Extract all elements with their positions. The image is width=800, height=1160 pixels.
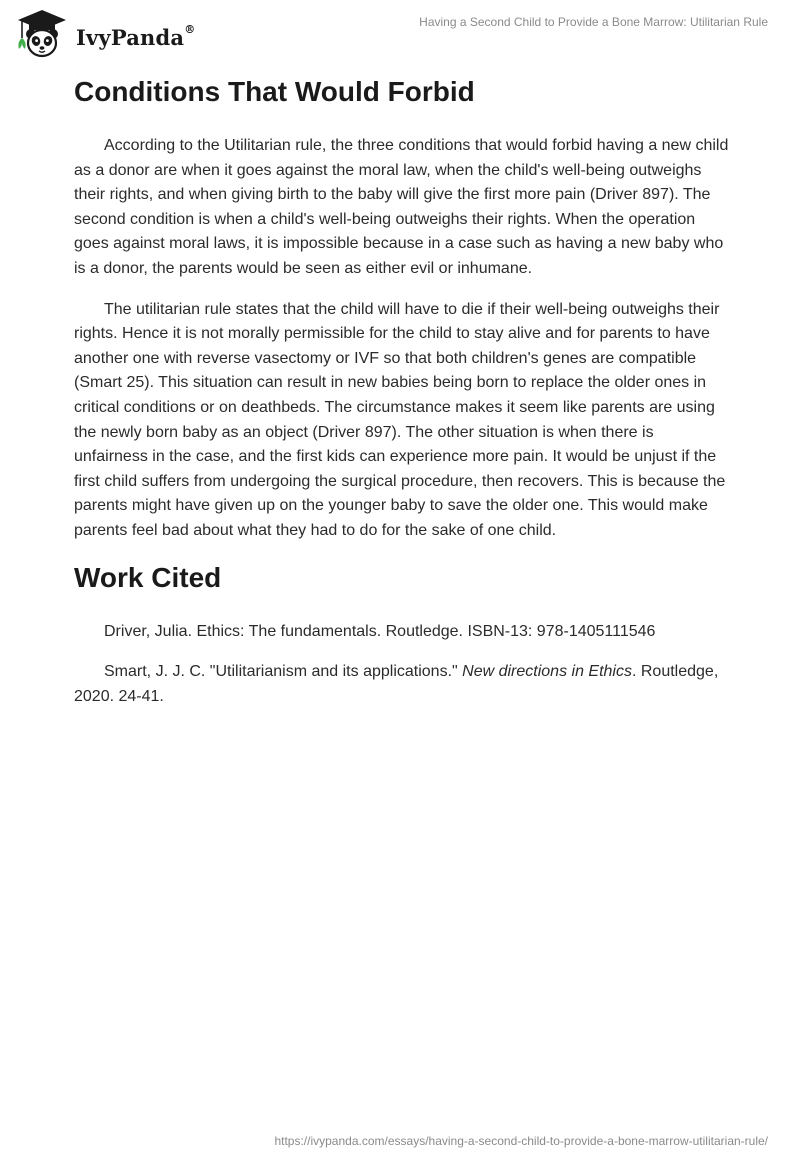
- citation-smart-tail: . Routledge, 2020. 24-41.: [74, 663, 719, 705]
- paragraph: According to the Utilitarian rule, the three conditions that would forbid having a new child as a donor are when it goes against the moral law, when the child's well-being outweighs their rights, and when giving birth to the baby will give the first more pain (Driver 897). The second condition is when a child's well-being outweighs their rights. When the operation goes against moral laws, it is impossible because in a case such as having a new baby who is a donor, the parents would be seen as either evil or inhumane.: [74, 137, 729, 277]
- brand-logo[interactable]: [14, 8, 195, 60]
- panda-graduation-cap-icon: [14, 8, 70, 60]
- essay-content: [74, 72, 730, 709]
- running-title: Having a Second Child to Provide a Bone Marrow: Utilitarian Rule: [419, 15, 768, 29]
- section-title-work-cited: Work Cited: [74, 561, 222, 593]
- section-title-conditions: Conditions That Would Forbid: [74, 76, 475, 107]
- citation-driver: Driver, Julia. Ethics: The fundamentals. Routledge. ISBN-13: 978-1405111546: [104, 622, 656, 640]
- registered-mark: ®: [184, 22, 196, 36]
- paragraph: The utilitarian rule states that the child will have to die if their well-being outweighs their rights. Hence it is not morally permissible for the child to stay alive and for parents to have another one with reverse vasectomy or IVF so that both children's genes are compatible (Smart 25). This situation can result in new babies being born to replace the older ones in critical conditions or on deathbeds. The circumstance makes it seem like parents are using the newly born baby as an object (Driver 897). The other situation is when there is unfairness in the case, and the first kids can experience more pain. It would be unjust if the first child suffers from undergoing the surgical procedure, then recovers. This is because the parents might have given up on the younger baby to save the older one. This would make parents feel bad about what they had to do for the sake of one child.: [74, 300, 726, 539]
- page-header: [0, 0, 800, 70]
- citation-smart: [74, 660, 730, 709]
- brand-name: IvyPanda®: [76, 22, 196, 50]
- source-url[interactable]: https://ivypanda.com/essays/having-a-second-child-to-provide-a-bone-marrow-utilitarian-rule/: [274, 1134, 768, 1148]
- citation-smart-title: New directions in Ethics: [462, 663, 632, 681]
- citation-smart-lead: Smart, J. J. C. "Utilitarianism and its applications.": [104, 663, 463, 681]
